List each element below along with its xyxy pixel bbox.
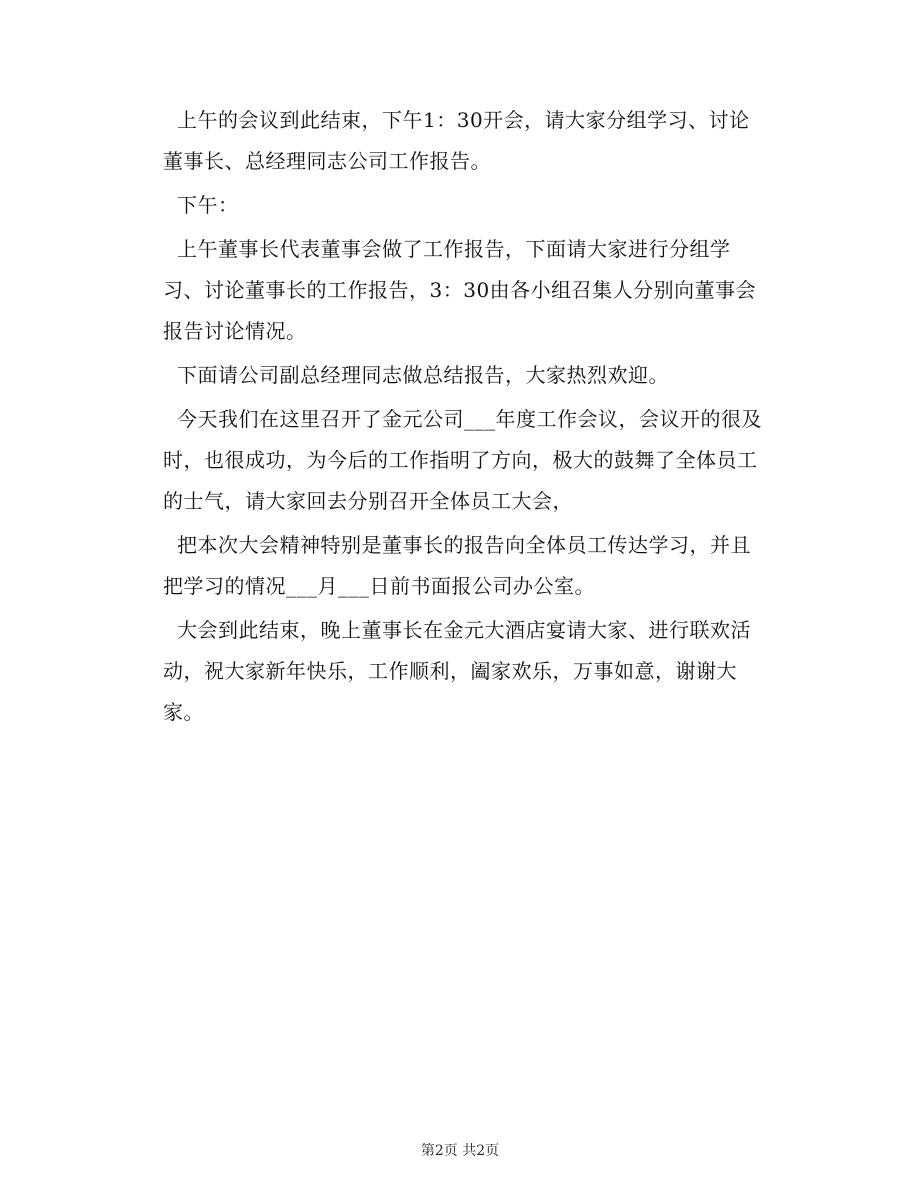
paragraph-6 (163, 525, 763, 607)
paragraph-1 (163, 100, 763, 182)
paragraph-6-text: 把本次大会精神特别是董事长的报告向全体员工传达学习，并且把学习的情况___月___日前书面报公司办公室。 (163, 533, 751, 598)
paragraph-4-text: 下面请公司副总经理同志做总结报告，大家热烈欢迎。 (177, 363, 669, 387)
paragraph-2-text: 下午： (177, 193, 239, 217)
paragraph-3 (163, 229, 763, 352)
paragraph-2 (163, 185, 763, 226)
paragraph-5-text: 今天我们在这里召开了金元公司___年度工作会议，会议开的很及时，也很成功，为今后的工作指明了方向，极大的鼓舞了全体员工的士气，请大家回去分别召开全体员工大会， (163, 407, 762, 513)
paragraph-1-text: 上午的会议到此结束，下午1：30开会，请大家分组学习、讨论董事长、总经理同志公司工作报告。 (163, 108, 750, 173)
paragraph-4 (163, 355, 763, 396)
page-number-footer: 第2页 共2页 (420, 1143, 500, 1159)
paragraph-5 (163, 399, 763, 522)
paragraph-7 (163, 610, 763, 733)
paragraph-7-text: 大会到此结束，晚上董事长在金元大酒店宴请大家、进行联欢活动，祝大家新年快乐，工作顺利，阖家欢乐，万事如意，谢谢大家。 (163, 618, 751, 724)
paragraph-3-text: 上午董事长代表董事会做了工作报告，下面请大家进行分组学习、讨论董事长的工作报告，3：30由各小组召集人分别向董事会报告讨论情况。 (163, 237, 757, 343)
document-body (163, 100, 763, 736)
